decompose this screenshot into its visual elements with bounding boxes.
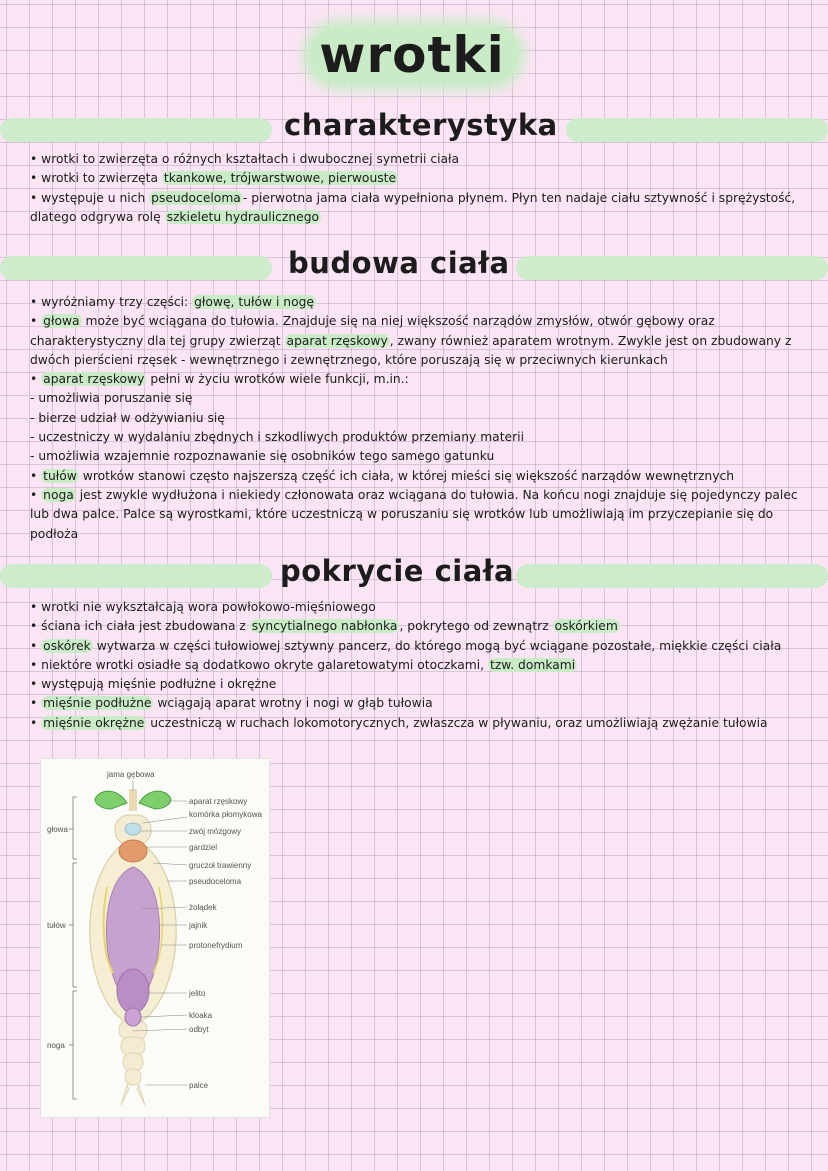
bullet xyxy=(30,189,820,228)
text: • xyxy=(30,372,42,387)
text: jest zwykle wydłużona i niekiedy członowata oraz wciągana do tułowia. Na końcu nogi znajduje się pojedynczy palec lub dwa palce. Palce są wyrostkami, które uczestniczą w poruszaniu się wrotków lub umożliwiają im przyczepianie się do podłoża xyxy=(30,487,798,541)
bullet xyxy=(30,598,820,617)
corona-left xyxy=(95,791,127,809)
bullet xyxy=(30,169,820,188)
header-highlight-right xyxy=(516,564,828,588)
label-jelito: jelito xyxy=(189,989,206,998)
text: - pierwotna jama ciała wypełniona płynem. Płyn ten nadaje ciału sztywność i sprężystość, dlatego odgrywa rolę xyxy=(30,190,796,224)
bullet xyxy=(30,637,820,656)
label-aparat-rzeskowy: aparat rzęskowy xyxy=(189,797,248,806)
bullet xyxy=(30,486,820,544)
highlight: aparat rzęskowy xyxy=(286,333,388,348)
corona-right xyxy=(139,791,171,809)
text: wciągają aparat wrotny i nogi w głąb tułowia xyxy=(153,696,433,711)
bullet xyxy=(30,428,820,447)
bullet xyxy=(30,467,820,486)
highlight: oskórek xyxy=(43,638,91,653)
label-pseudoceloma: pseudoceloma xyxy=(189,877,242,886)
bullet xyxy=(30,447,820,466)
bullet xyxy=(30,714,820,733)
section-heading: budowa ciała xyxy=(288,246,510,280)
text: • xyxy=(30,715,42,730)
header-highlight-right xyxy=(566,118,828,142)
page-title-text: wrotki xyxy=(309,26,519,84)
text: • wrotki nie wykształcają wora powłokowo-mięśniowego xyxy=(30,600,376,614)
text: wytwarza w części tułowiowej sztywny pancerz, do którego mogą być wciągane pozostałe, miękkie części ciała xyxy=(92,638,782,653)
bracket-head xyxy=(73,797,77,859)
bullet xyxy=(30,617,820,636)
highlight: głowa xyxy=(43,314,80,329)
page-title xyxy=(0,26,828,84)
text: • ściana ich ciała jest zbudowana z xyxy=(30,619,250,634)
header-highlight-left xyxy=(0,564,272,588)
label-protonefrydium: protonefrydium xyxy=(189,941,243,950)
section-header-pokrycie-ciala xyxy=(0,554,828,592)
highlight: tkankowe, trójwarstwowe, pierwouste xyxy=(163,171,397,186)
label-noga: noga xyxy=(47,1041,65,1050)
text: • występuje u nich xyxy=(30,190,150,205)
foot-segments xyxy=(119,1021,147,1105)
section-header-budowa-ciala xyxy=(0,246,828,284)
highlight: głowę, tułów i nogę xyxy=(194,295,314,309)
text: • występują mięśnie podłużne i okrężne xyxy=(30,677,277,692)
cloaca xyxy=(125,1008,141,1026)
bullet xyxy=(30,293,820,312)
bullet xyxy=(30,656,820,675)
text: uczestniczą w ruchach lokomotorycznych, zwłaszcza w pływaniu, oraz umożliwiają zwężanie tułowia xyxy=(146,715,768,730)
text: wrotków stanowi często najszerszą część ich ciała, w której mieści się większość narządów wewnętrznych xyxy=(78,468,735,483)
header-highlight-left xyxy=(0,118,272,142)
label-komorka-plomykowa: komórka płomykowa xyxy=(189,810,262,819)
bullet xyxy=(30,409,820,428)
highlight: pseudoceloma xyxy=(151,190,241,205)
section-text-pokrycie-ciala xyxy=(30,598,820,733)
label-gruczol-trawienny: gruczoł trawienny xyxy=(189,861,252,870)
highlight: tzw. domkami xyxy=(490,657,576,672)
label-gardziel: gardziel xyxy=(189,843,218,852)
text: • xyxy=(30,487,42,502)
section-text-charakterystyka xyxy=(30,150,820,227)
label-odbyt: odbyt xyxy=(189,1025,209,1034)
header-highlight-right xyxy=(516,256,828,280)
label-tulow: tułów xyxy=(47,921,66,930)
section-text-budowa-ciala xyxy=(30,293,820,544)
section-heading: charakterystyka xyxy=(284,108,558,142)
label-zwoj-mozgowy: zwój mózgowy xyxy=(189,827,242,836)
text: - uczestniczy w wydalaniu zbędnych i szkodliwych produktów przemiany materii xyxy=(30,430,524,445)
section-header-charakterystyka xyxy=(0,108,828,146)
text: • xyxy=(30,638,42,653)
rotifer-diagram xyxy=(41,759,269,1117)
pharynx xyxy=(119,840,147,862)
label-palce: palce xyxy=(189,1081,209,1090)
label-jama-gebowa: jama gębowa xyxy=(107,770,155,779)
highlight: syncytialnego nabłonka xyxy=(251,619,398,634)
text: • niektóre wrotki osiadłe są dodatkowo okryte galaretowatymi otoczkami, xyxy=(30,657,488,672)
text: , pokrytego od zewnątrz xyxy=(399,619,553,634)
bullet xyxy=(30,389,820,408)
text: - umożliwia wzajemnie rozpoznawanie się osobników tego samego gatunku xyxy=(30,449,495,464)
text: • wrotki to zwierzęta o różnych kształtach i dwubocznej symetrii ciała xyxy=(30,152,460,166)
text: • xyxy=(30,314,42,329)
section-heading: pokrycie ciała xyxy=(280,554,515,588)
label-glowa: głowa xyxy=(47,825,68,834)
bracket-trunk xyxy=(73,863,77,987)
highlight: mięśnie okrężne xyxy=(43,715,145,730)
text: może być wciągana do tułowia. Znajduje się na niej większość narządów zmysłów, otwór gębowy oraz charakterystyczny dla tej grupy zwierząt xyxy=(30,314,715,348)
highlight: tułów xyxy=(43,468,77,483)
bullet xyxy=(30,150,820,169)
label-jajnik: jajnik xyxy=(189,921,208,930)
mouth xyxy=(129,789,137,811)
bracket-foot xyxy=(73,991,77,1099)
text: • wrotki to zwierzęta xyxy=(30,171,162,186)
highlight: oskórkiem xyxy=(554,619,618,634)
text: • xyxy=(30,696,42,711)
bullet xyxy=(30,694,820,713)
bullet xyxy=(30,370,820,389)
label-kloaka: kloaka xyxy=(189,1011,213,1020)
bullet xyxy=(30,675,820,694)
label-zoladek: żołądek xyxy=(189,903,217,912)
highlight: aparat rzęskowy xyxy=(43,372,145,387)
text: - bierze udział w odżywianiu się xyxy=(30,410,225,425)
text: pełni w życiu wrotków wiele funkcji, m.in.: xyxy=(146,372,409,387)
text: • wyróżniamy trzy części: xyxy=(30,295,193,309)
text: - umożliwia poruszanie się xyxy=(30,391,193,406)
brain-ganglion xyxy=(125,823,141,835)
highlight: mięśnie podłużne xyxy=(43,696,152,711)
header-highlight-left xyxy=(0,256,272,280)
rotifer-anatomy-figure xyxy=(40,758,270,1118)
highlight: szkieletu hydraulicznego xyxy=(166,209,320,224)
highlight: noga xyxy=(43,487,74,502)
text: , zwany również aparatem wrotnym. Zwykle jest on zbudowany z dwóch pierścieni rzęsek - wewnętrznego i zewnętrznego, które poruszają się w przeciwnych kierunkach xyxy=(30,333,792,367)
body-region-brackets xyxy=(69,797,77,1099)
text: • xyxy=(30,468,42,483)
intestine xyxy=(117,969,149,1013)
bullet xyxy=(30,312,820,370)
